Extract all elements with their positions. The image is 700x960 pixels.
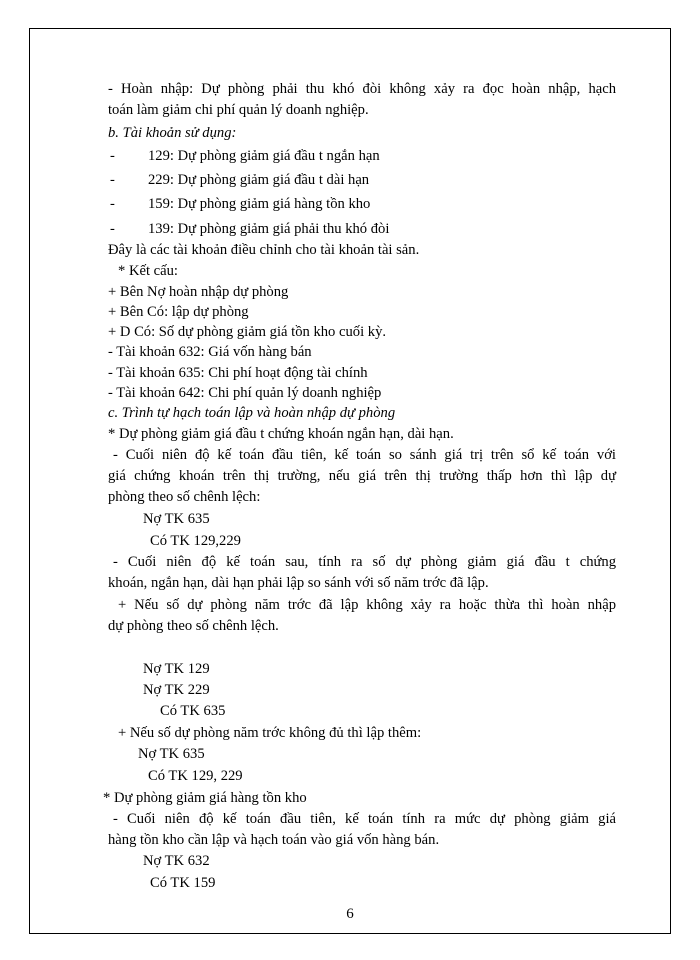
paragraph-line: khoán, ngắn hạn, dài hạn phải lập so sánh với số năm trớc đã lập. <box>108 575 489 591</box>
account-item-139: 139: Dự phòng giảm giá phải thu khó đòi <box>148 221 390 237</box>
paragraph-line: hàng tồn kho cần lập và hạch toán vào giá vốn hàng bán. <box>108 832 440 848</box>
entry-credit: Có TK 129, 229 <box>148 768 243 784</box>
paragraph-line: - Hoàn nhập: Dự phòng phải thu khó đòi không xảy ra đọc hoàn nhập, hạch <box>108 81 616 97</box>
entry-debit: Nợ TK 635 <box>143 511 210 527</box>
securities-provision-heading: * Dự phòng giảm giá đầu t chứng khoán ngắn hạn, dài hạn. <box>108 426 454 442</box>
account-item-229: 229: Dự phòng giảm giá đầu t dài hạn <box>148 172 370 188</box>
list-dash: - <box>110 221 115 237</box>
paragraph-line: - Cuối niên độ kế toán đầu tiên, kế toán so sánh giá trị trên sổ kế toán với <box>113 447 616 463</box>
entry-credit: Có TK 635 <box>160 703 226 719</box>
section-heading-c: c. Trình tự hạch toán lập và hoàn nhập dự phòng <box>108 405 396 421</box>
account-642: - Tài khoản 642: Chi phí quản lý doanh nghiệp <box>108 385 382 401</box>
paragraph-line: - Cuối niên độ kế toán sau, tính ra số dự phòng giảm giá đầu t chứng <box>113 554 616 570</box>
entry-credit: Có TK 159 <box>150 875 216 891</box>
entry-debit: Nợ TK 129 <box>143 661 210 677</box>
entry-credit: Có TK 129,229 <box>150 533 241 549</box>
paragraph-line: phòng theo số chênh lệch: <box>108 489 261 505</box>
list-dash: - <box>110 172 115 188</box>
list-dash: - <box>110 148 115 164</box>
entry-debit: Nợ TK 229 <box>143 682 210 698</box>
page-number: 6 <box>346 906 354 922</box>
account-item-159: 159: Dự phòng giảm giá hàng tồn kho <box>148 196 371 212</box>
credit-side: + Bên Có: lập dự phòng <box>108 304 249 320</box>
section-heading-b: b. Tài khoản sử dụng: <box>108 125 237 141</box>
paragraph-line: - Cuối niên độ kế toán đầu tiên, kế toán tính ra mức dự phòng giảm giá <box>113 811 616 827</box>
entry-debit: Nợ TK 632 <box>143 853 210 869</box>
paragraph-line: dự phòng theo số chênh lệch. <box>108 618 279 634</box>
account-632: - Tài khoản 632: Giá vốn hàng bán <box>108 344 312 360</box>
list-dash: - <box>110 196 115 212</box>
entry-debit: Nợ TK 635 <box>138 746 205 762</box>
debit-side: + Bên Nợ hoàn nhập dự phòng <box>108 284 289 300</box>
paragraph-line: toán làm giảm chi phí quản lý doanh nghiệp. <box>108 102 369 118</box>
account-635: - Tài khoản 635: Chi phí hoạt động tài chính <box>108 365 368 381</box>
paragraph-line: + Nếu số dự phòng năm trớc đã lập không xảy ra hoặc thừa thì hoàn nhập <box>118 597 616 613</box>
paragraph-line: giá chứng khoán trên thị trường, nếu giá trên thị trường thấp hơn thì lập dự <box>108 468 616 484</box>
credit-balance: + D Có: Số dự phòng giảm giá tồn kho cuối kỳ. <box>108 324 387 340</box>
paragraph-line: + Nếu số dự phòng năm trớc không đủ thì lập thêm: <box>118 725 422 741</box>
account-item-129: 129: Dự phòng giảm giá đầu t ngắn hạn <box>148 148 380 164</box>
structure-heading: * Kết cấu: <box>118 263 178 279</box>
adjust-note: Đây là các tài khoản điều chỉnh cho tài khoản tài sản. <box>108 242 420 258</box>
inventory-provision-heading: * Dự phòng giảm giá hàng tồn kho <box>103 790 307 806</box>
